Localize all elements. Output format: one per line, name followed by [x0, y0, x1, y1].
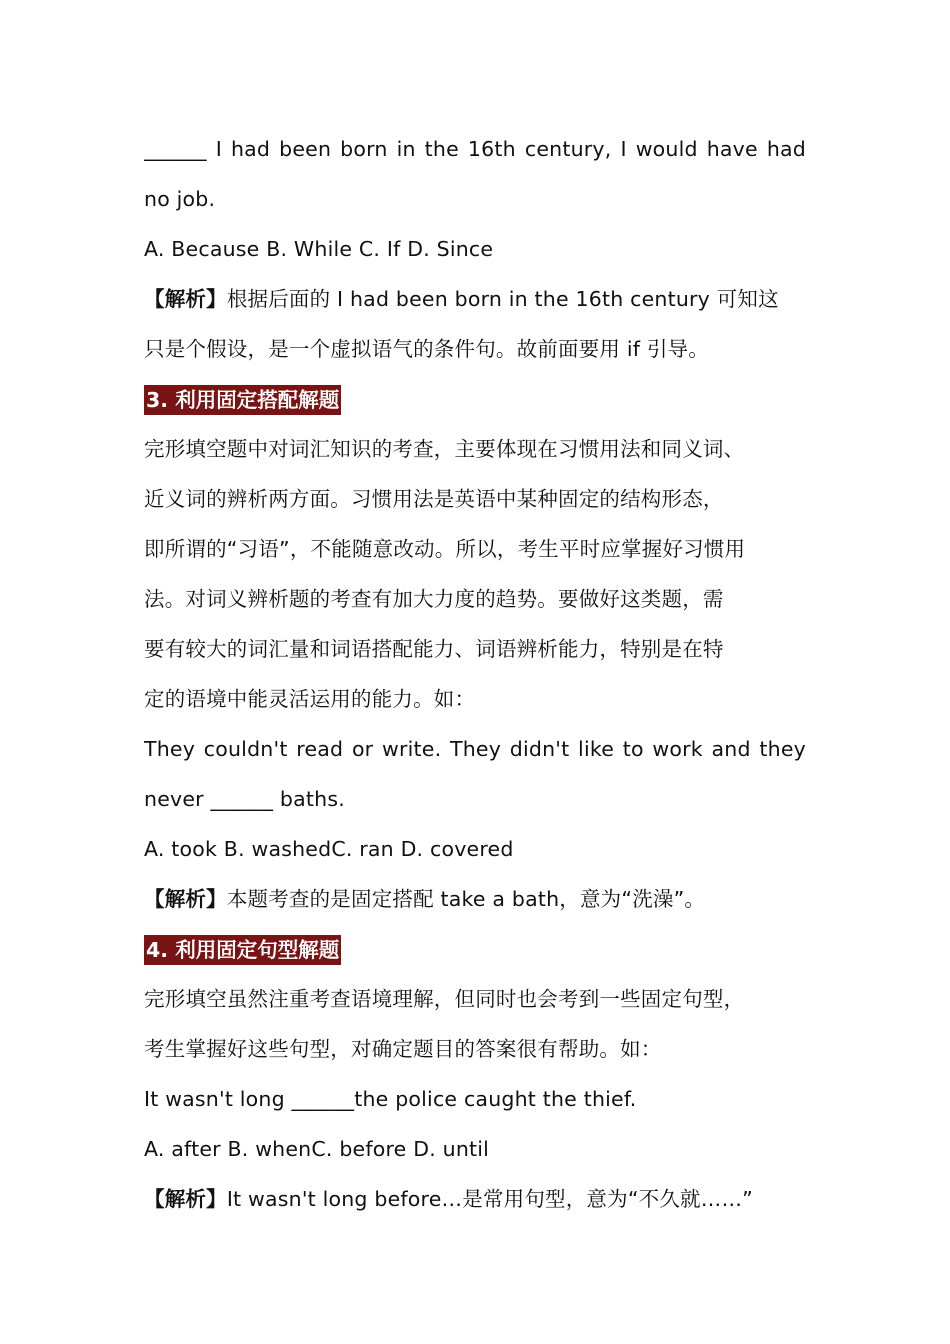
paragraph-line: 完形填空题中对词汇知识的考查，主要体现在习惯用法和同义词、: [144, 437, 745, 461]
question-line: They couldn't read or write. They didn't like to work and they: [144, 737, 806, 761]
analysis-line: [144, 274, 834, 324]
section-heading-row: [144, 374, 834, 424]
section-heading: 3. 利用固定搭配解题: [144, 385, 341, 415]
paragraph-line: 近义词的辨析两方面。习惯用法是英语中某种固定的结构形态，: [144, 487, 724, 511]
question-line: no job.: [144, 187, 216, 211]
paragraph-line: 考生掌握好这些句型，对确定题目的答案很有帮助。如：: [144, 1037, 662, 1061]
paragraph-line: 定的语境中能灵活运用的能力。如：: [144, 687, 476, 711]
answer-options: A. after B. whenC. before D. until: [144, 1137, 490, 1161]
section-heading: 4. 利用固定句型解题: [144, 935, 341, 965]
analysis-tag: 【解析】: [144, 887, 227, 911]
paragraph-line: 要有较大的词汇量和词语搭配能力、词语辨析能力，特别是在特: [144, 637, 724, 661]
paragraph-line: 法。对词义辨析题的考查有加大力度的趋势。要做好这类题，需: [144, 587, 724, 611]
paragraph-line: 即所谓的“习语”，不能随意改动。所以，考生平时应掌握好习惯用: [144, 537, 746, 561]
analysis-line: [144, 1174, 834, 1224]
analysis-text: 根据后面的 I had been born in the 16th century 可知这: [226, 287, 779, 311]
analysis-text: 本题考查的是固定搭配 take a bath，意为“洗澡”。: [226, 887, 706, 911]
question-line: It wasn't long ______the police caught the thief.: [144, 1087, 637, 1111]
document-page: [144, 124, 834, 1224]
analysis-text: It wasn't long before…是常用句型，意为“不久就……”: [226, 1187, 753, 1211]
analysis-line: [144, 874, 834, 924]
question-line: never ______ baths.: [144, 787, 345, 811]
analysis-tag: 【解析】: [144, 287, 227, 311]
analysis-line: 只是个假设，是一个虚拟语气的条件句。故前面要用 if 引导。: [144, 337, 709, 361]
answer-options: A. Because B. While C. If D. Since: [144, 237, 494, 261]
section-heading-row: [144, 924, 834, 974]
paragraph-line: 完形填空虽然注重考查语境理解，但同时也会考到一些固定句型，: [144, 987, 745, 1011]
analysis-tag: 【解析】: [144, 1187, 227, 1211]
question-line: ______ I had been born in the 16th century, I would have had: [144, 137, 806, 161]
answer-options: A. took B. washedC. ran D. covered: [144, 837, 514, 861]
